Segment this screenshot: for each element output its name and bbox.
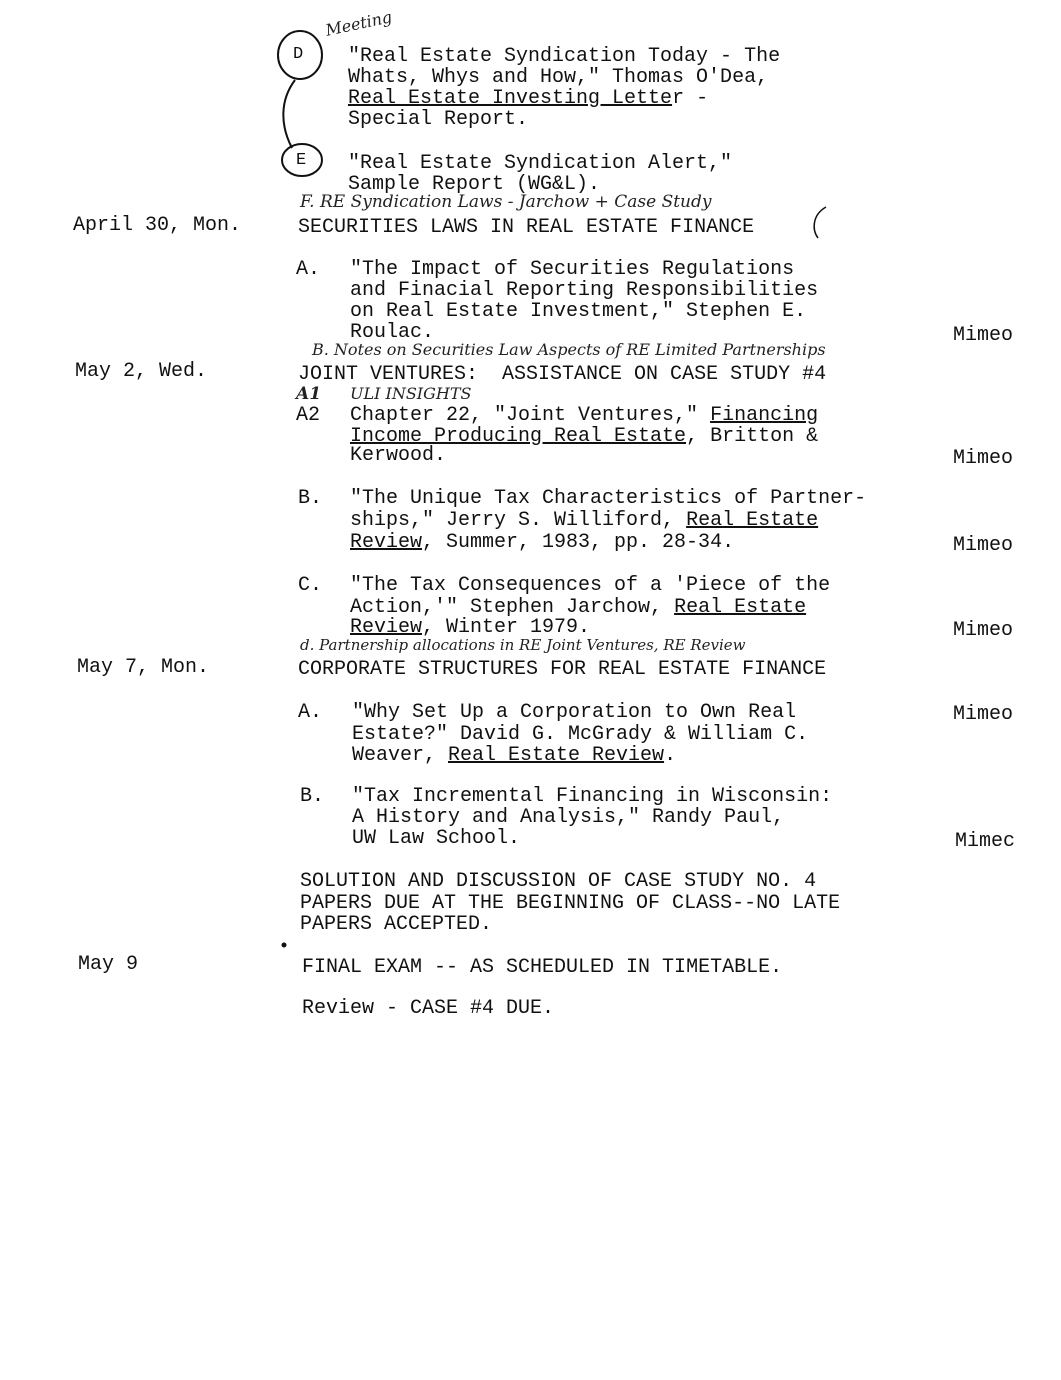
may2-note-d: d. Partnership allocations in RE Joint Ventures, RE Review — [300, 636, 746, 654]
may2-a2-line3: Kerwood. — [350, 444, 447, 467]
may7-date: May 7, Mon. — [77, 656, 210, 679]
may2-c-letter: C. — [298, 574, 323, 597]
may2-b-line3 — [350, 532, 734, 553]
may2-c-line1: "The Tax Consequences of a 'Piece of the — [350, 574, 831, 597]
may2-c-line2-text: Action,'" Stephen Jarchow, — [350, 596, 675, 619]
d-annotation: Meeting — [323, 7, 394, 40]
may7-b-line2: A History and Analysis," Randy Paul, — [352, 806, 785, 829]
april30-note-b: B. Notes on Securities Law Aspects of RE Limited Partnerships — [312, 340, 826, 359]
april30-a-letter: A. — [296, 258, 321, 281]
may2-c-source: Mimeo — [953, 619, 1014, 642]
may2-b-journal-1: Real Estate — [686, 509, 819, 532]
may2-a2-line1 — [350, 405, 818, 426]
note-f: F. RE Syndication Laws - Jarchow + Case Study — [300, 192, 712, 212]
may2-b-journal-2: Review — [350, 531, 423, 554]
may9-date: May 9 — [78, 953, 139, 976]
may2-a2-source: Mimeo — [953, 447, 1014, 470]
april30-date: April 30, Mon. — [73, 214, 242, 237]
may2-b-line1: "The Unique Tax Characteristics of Partner- — [350, 487, 867, 510]
may2-a2-line1-text: Chapter 22, "Joint Ventures," — [350, 404, 711, 427]
may2-b-source: Mimeo — [953, 534, 1014, 557]
d-line2: Whats, Whys and How," Thomas O'Dea, — [348, 66, 769, 89]
may7-solution-line3: PAPERS ACCEPTED. — [300, 913, 493, 936]
bracket-mark — [283, 80, 295, 148]
may7-b-line1: "Tax Incremental Financing in Wisconsin: — [352, 785, 833, 808]
d-journal-title: Real Estate Investing Lette — [348, 87, 673, 110]
may7-heading: CORPORATE STRUCTURES FOR REAL ESTATE FINANCE — [298, 658, 827, 681]
april30-a-source: Mimeo — [953, 324, 1014, 347]
may2-b-letter: B. — [298, 487, 323, 510]
d-line3-rest: r - — [672, 87, 709, 110]
may2-c-line3-rest: , Winter 1979. — [422, 616, 591, 639]
may7-solution-line1: SOLUTION AND DISCUSSION OF CASE STUDY NO. 4 — [300, 870, 817, 893]
april30-a-line3: on Real Estate Investment," Stephen E. — [350, 300, 807, 323]
may7-b-line3: UW Law School. — [352, 827, 521, 850]
may2-c-journal-1: Real Estate — [674, 596, 807, 619]
may2-a2-letter: A2 — [296, 404, 321, 427]
may2-b-line3-rest: , Summer, 1983, pp. 28-34. — [422, 531, 735, 554]
may2-a2-book-title-1: Financing — [710, 404, 819, 427]
e-letter: E — [296, 151, 307, 170]
may2-c-line3 — [350, 617, 590, 638]
may9-final: FINAL EXAM -- AS SCHEDULED IN TIMETABLE. — [302, 956, 783, 979]
may7-a-line2: Estate?" David G. McGrady & William C. — [352, 723, 809, 746]
may2-b-line2-text: ships," Jerry S. Williford, — [350, 509, 687, 532]
april30-a-line1: "The Impact of Securities Regulations — [350, 258, 795, 281]
may7-a-journal: Real Estate Review — [448, 744, 665, 767]
may7-solution-line2: PAPERS DUE AT THE BEGINNING OF CLASS--NO LATE — [300, 892, 841, 915]
may7-b-source: Mimec — [955, 830, 1016, 853]
may7-a-line1: "Why Set Up a Corporation to Own Real — [352, 701, 797, 724]
may2-heading: JOINT VENTURES: ASSISTANCE ON CASE STUDY #4 — [298, 363, 827, 386]
e-line2: Sample Report (WG&L). — [348, 173, 601, 196]
may2-a1-letter: A1 — [296, 384, 322, 404]
d-line4: Special Report. — [348, 108, 529, 131]
may2-a1-note: ULI INSIGHTS — [350, 384, 472, 403]
dot-mark — [282, 943, 287, 948]
may2-b-line2 — [350, 510, 818, 531]
may2-c-line2 — [350, 597, 806, 618]
d-letter: D — [293, 45, 304, 64]
may9-review: Review - CASE #4 DUE. — [302, 997, 555, 1020]
paren-mark — [814, 207, 826, 238]
may2-a2-line2-rest: , Britton & — [686, 425, 819, 448]
april30-heading: SECURITIES LAWS IN REAL ESTATE FINANCE — [298, 216, 755, 239]
may2-a2-book-title-2: Income Producing Real Estate — [350, 425, 687, 448]
may7-a-source: Mimeo — [953, 703, 1014, 726]
may2-c-journal-2: Review — [350, 616, 423, 639]
april30-a-line4: Roulac. — [350, 321, 435, 344]
may7-a-letter: A. — [298, 701, 323, 724]
e-line1: "Real Estate Syndication Alert," — [348, 152, 733, 175]
may7-a-line3-rest: . — [664, 744, 677, 767]
may7-a-line3-text: Weaver, — [352, 744, 449, 767]
april30-a-line2: and Finacial Reporting Responsibilities — [350, 279, 819, 302]
d-line3 — [348, 88, 708, 109]
may7-b-letter: B. — [300, 785, 325, 808]
may2-date: May 2, Wed. — [75, 360, 208, 383]
may7-a-line3 — [352, 745, 676, 766]
d-line1: "Real Estate Syndication Today - The — [348, 45, 781, 68]
